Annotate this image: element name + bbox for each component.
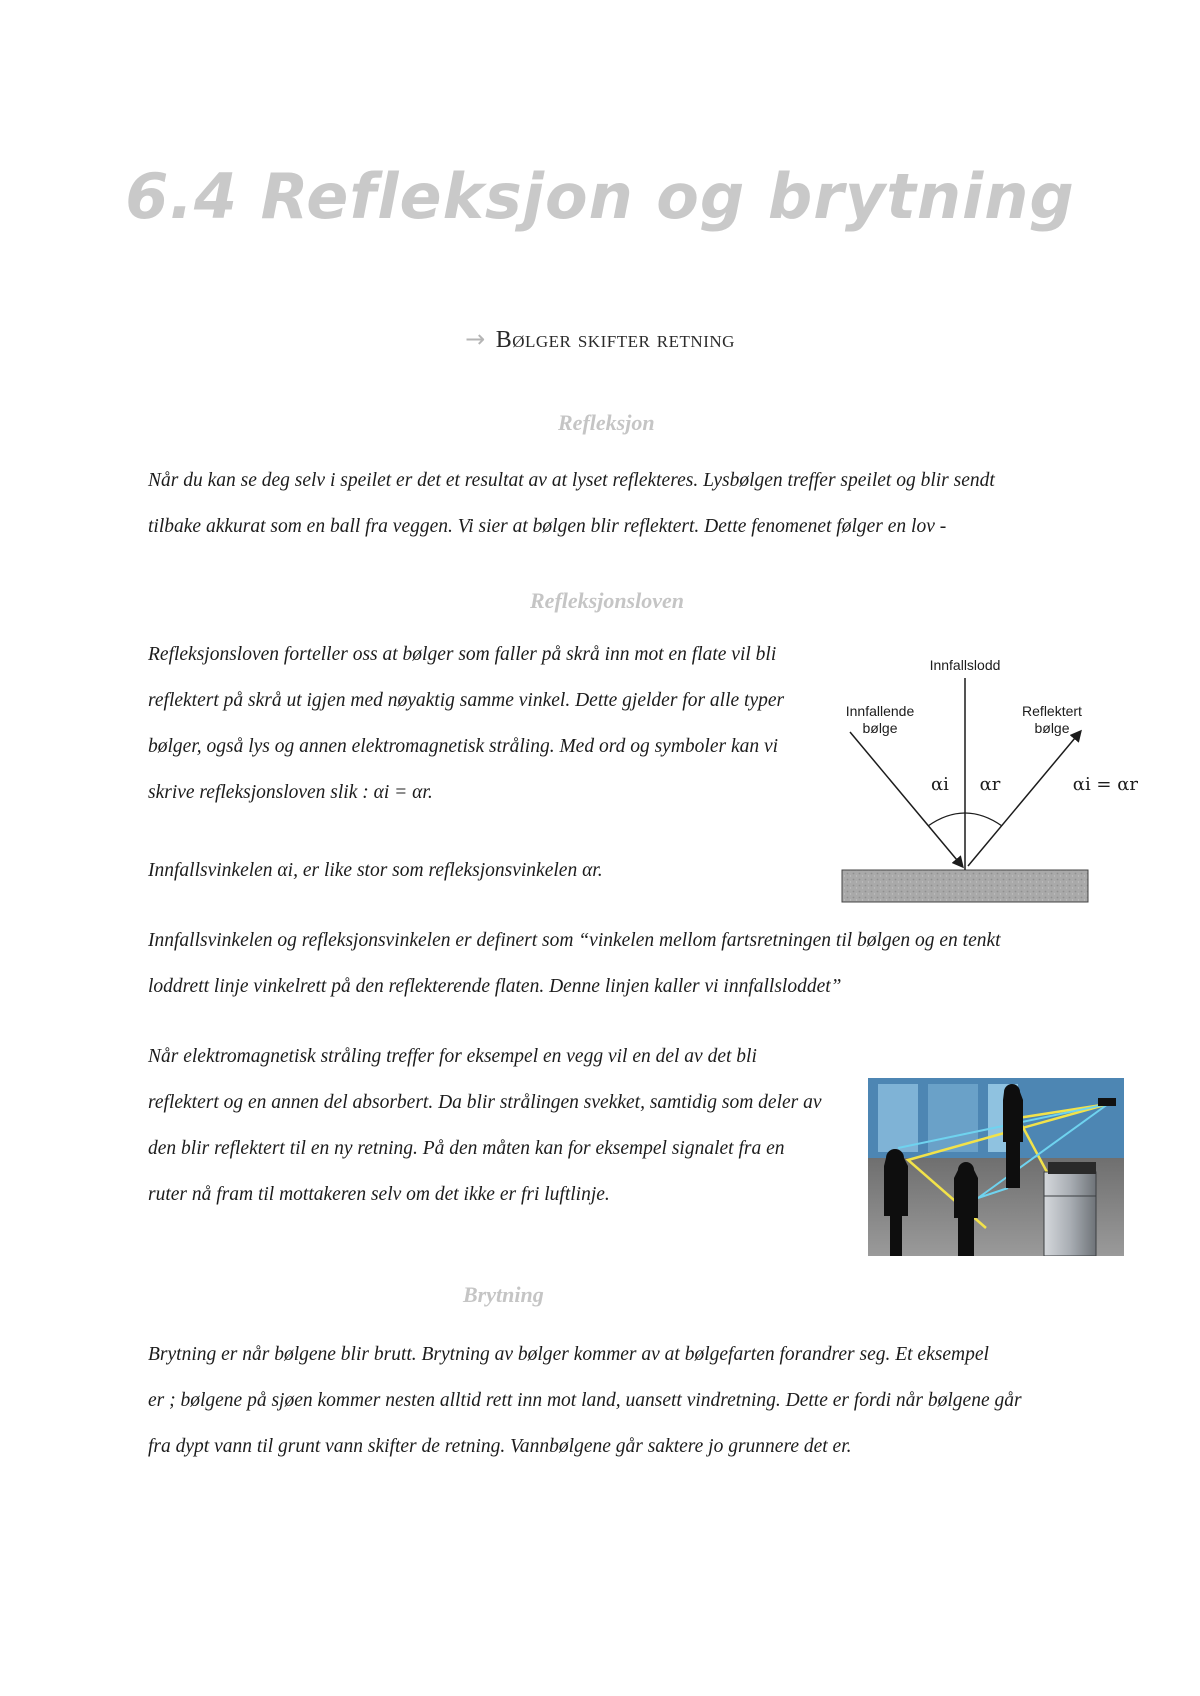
text-line: Innfallsvinkelen αi, er like stor som refleksjonsvinkelen αr. [148, 860, 603, 881]
reflecting-surface [842, 870, 1088, 902]
window-pane [878, 1084, 918, 1152]
equation-label: αi = αr [1072, 774, 1138, 795]
paragraph-brytning [148, 1332, 1128, 1470]
reflected-label-1: Reflektert [1022, 703, 1082, 719]
text-line: reflektert og en annen del absorbert. Da blir strålingen svekket, samtidig som deler av [148, 1092, 822, 1113]
heading-refleksjonsloven: Refleksjonsloven [530, 588, 684, 613]
text-line: reflektert på skrå ut igjen med nøyaktig samme vinkel. Dette gjelder for alle typer [148, 690, 785, 711]
paragraph-refleksjon [148, 458, 1108, 550]
text-line: Refleksjonsloven forteller oss at bølger som faller på skrå inn mot en flate vil bli [148, 644, 777, 665]
alpha-r-label: αr [979, 774, 1001, 795]
person-silhouette [1003, 1084, 1023, 1188]
wifi-reflection-illustration [868, 1078, 1124, 1256]
normal-label: Innfallslodd [929, 657, 1001, 673]
paragraph-definisjon [148, 918, 1108, 1010]
section-subtitle [0, 325, 1200, 354]
text-line: ruter nå fram til mottakeren selv om det ikke er fri luftlinje. [148, 1184, 610, 1205]
router-icon [1098, 1098, 1116, 1106]
subtitle-text: Bølger skifter retning [495, 327, 735, 353]
reflection-law-diagram [840, 650, 1140, 910]
reflected-label-2: bølge [1034, 720, 1070, 736]
incident-label-1: Innfallende [845, 703, 915, 719]
text-line: loddrett linje vinkelrett på den reflekterende flaten. Denne linjen kaller vi innfallsloddet” [148, 976, 842, 997]
text-line: er ; bølgene på sjøen kommer nesten alltid rett inn mot land, uansett vindretning. Dette er fordi når bølgene går [148, 1390, 1022, 1411]
paragraph-refleksjonsloven [148, 632, 828, 816]
fridge-top [1048, 1162, 1096, 1174]
incident-label-2: bølge [862, 720, 898, 736]
text-line: tilbake akkurat som en ball fra veggen. Vi sier at bølgen blir reflektert. Dette fenomenet følger en lov - [148, 516, 947, 537]
text-line: den blir reflektert til en ny retning. På den måten kan for eksempel signalet fra en [148, 1138, 785, 1159]
text-line: Når elektromagnetisk stråling treffer for eksempel en vegg vil en del av det bli [148, 1046, 757, 1067]
fridge-icon [1044, 1172, 1096, 1256]
paragraph-innfallsvinkel [148, 848, 828, 894]
text-line: bølger, også lys og annen elektromagnetisk stråling. Med ord og symboler kan vi [148, 736, 779, 757]
text-line: Brytning er når bølgene blir brutt. Brytning av bølger kommer av at bølgefarten forandrer seg. Et eksempel [148, 1344, 989, 1365]
page-title: 6.4 Refleksjon og brytning [125, 160, 1075, 233]
incident-ray [850, 732, 962, 866]
text-line: Innfallsvinkelen og refleksjonsvinkelen er definert som “vinkelen mellom fartsretningen til bølgen og en tenkt [148, 930, 1001, 951]
arrow-right-icon: → [465, 325, 486, 353]
paragraph-elektromagnetisk [148, 1034, 868, 1218]
heading-refleksjon: Refleksjon [558, 410, 655, 435]
reflected-ray [968, 732, 1080, 866]
heading-brytning: Brytning [463, 1282, 544, 1307]
text-line: fra dypt vann til grunt vann skifter de retning. Vannbølgene går saktere jo grunnere det er. [148, 1436, 852, 1457]
alpha-i-label: αi [931, 774, 949, 795]
text-line: skrive refleksjonsloven slik : αi = αr. [148, 782, 433, 803]
text-line: Når du kan se deg selv i speilet er det et resultat av at lyset reflekteres. Lysbølgen treffer speilet og blir sendt [148, 470, 995, 491]
